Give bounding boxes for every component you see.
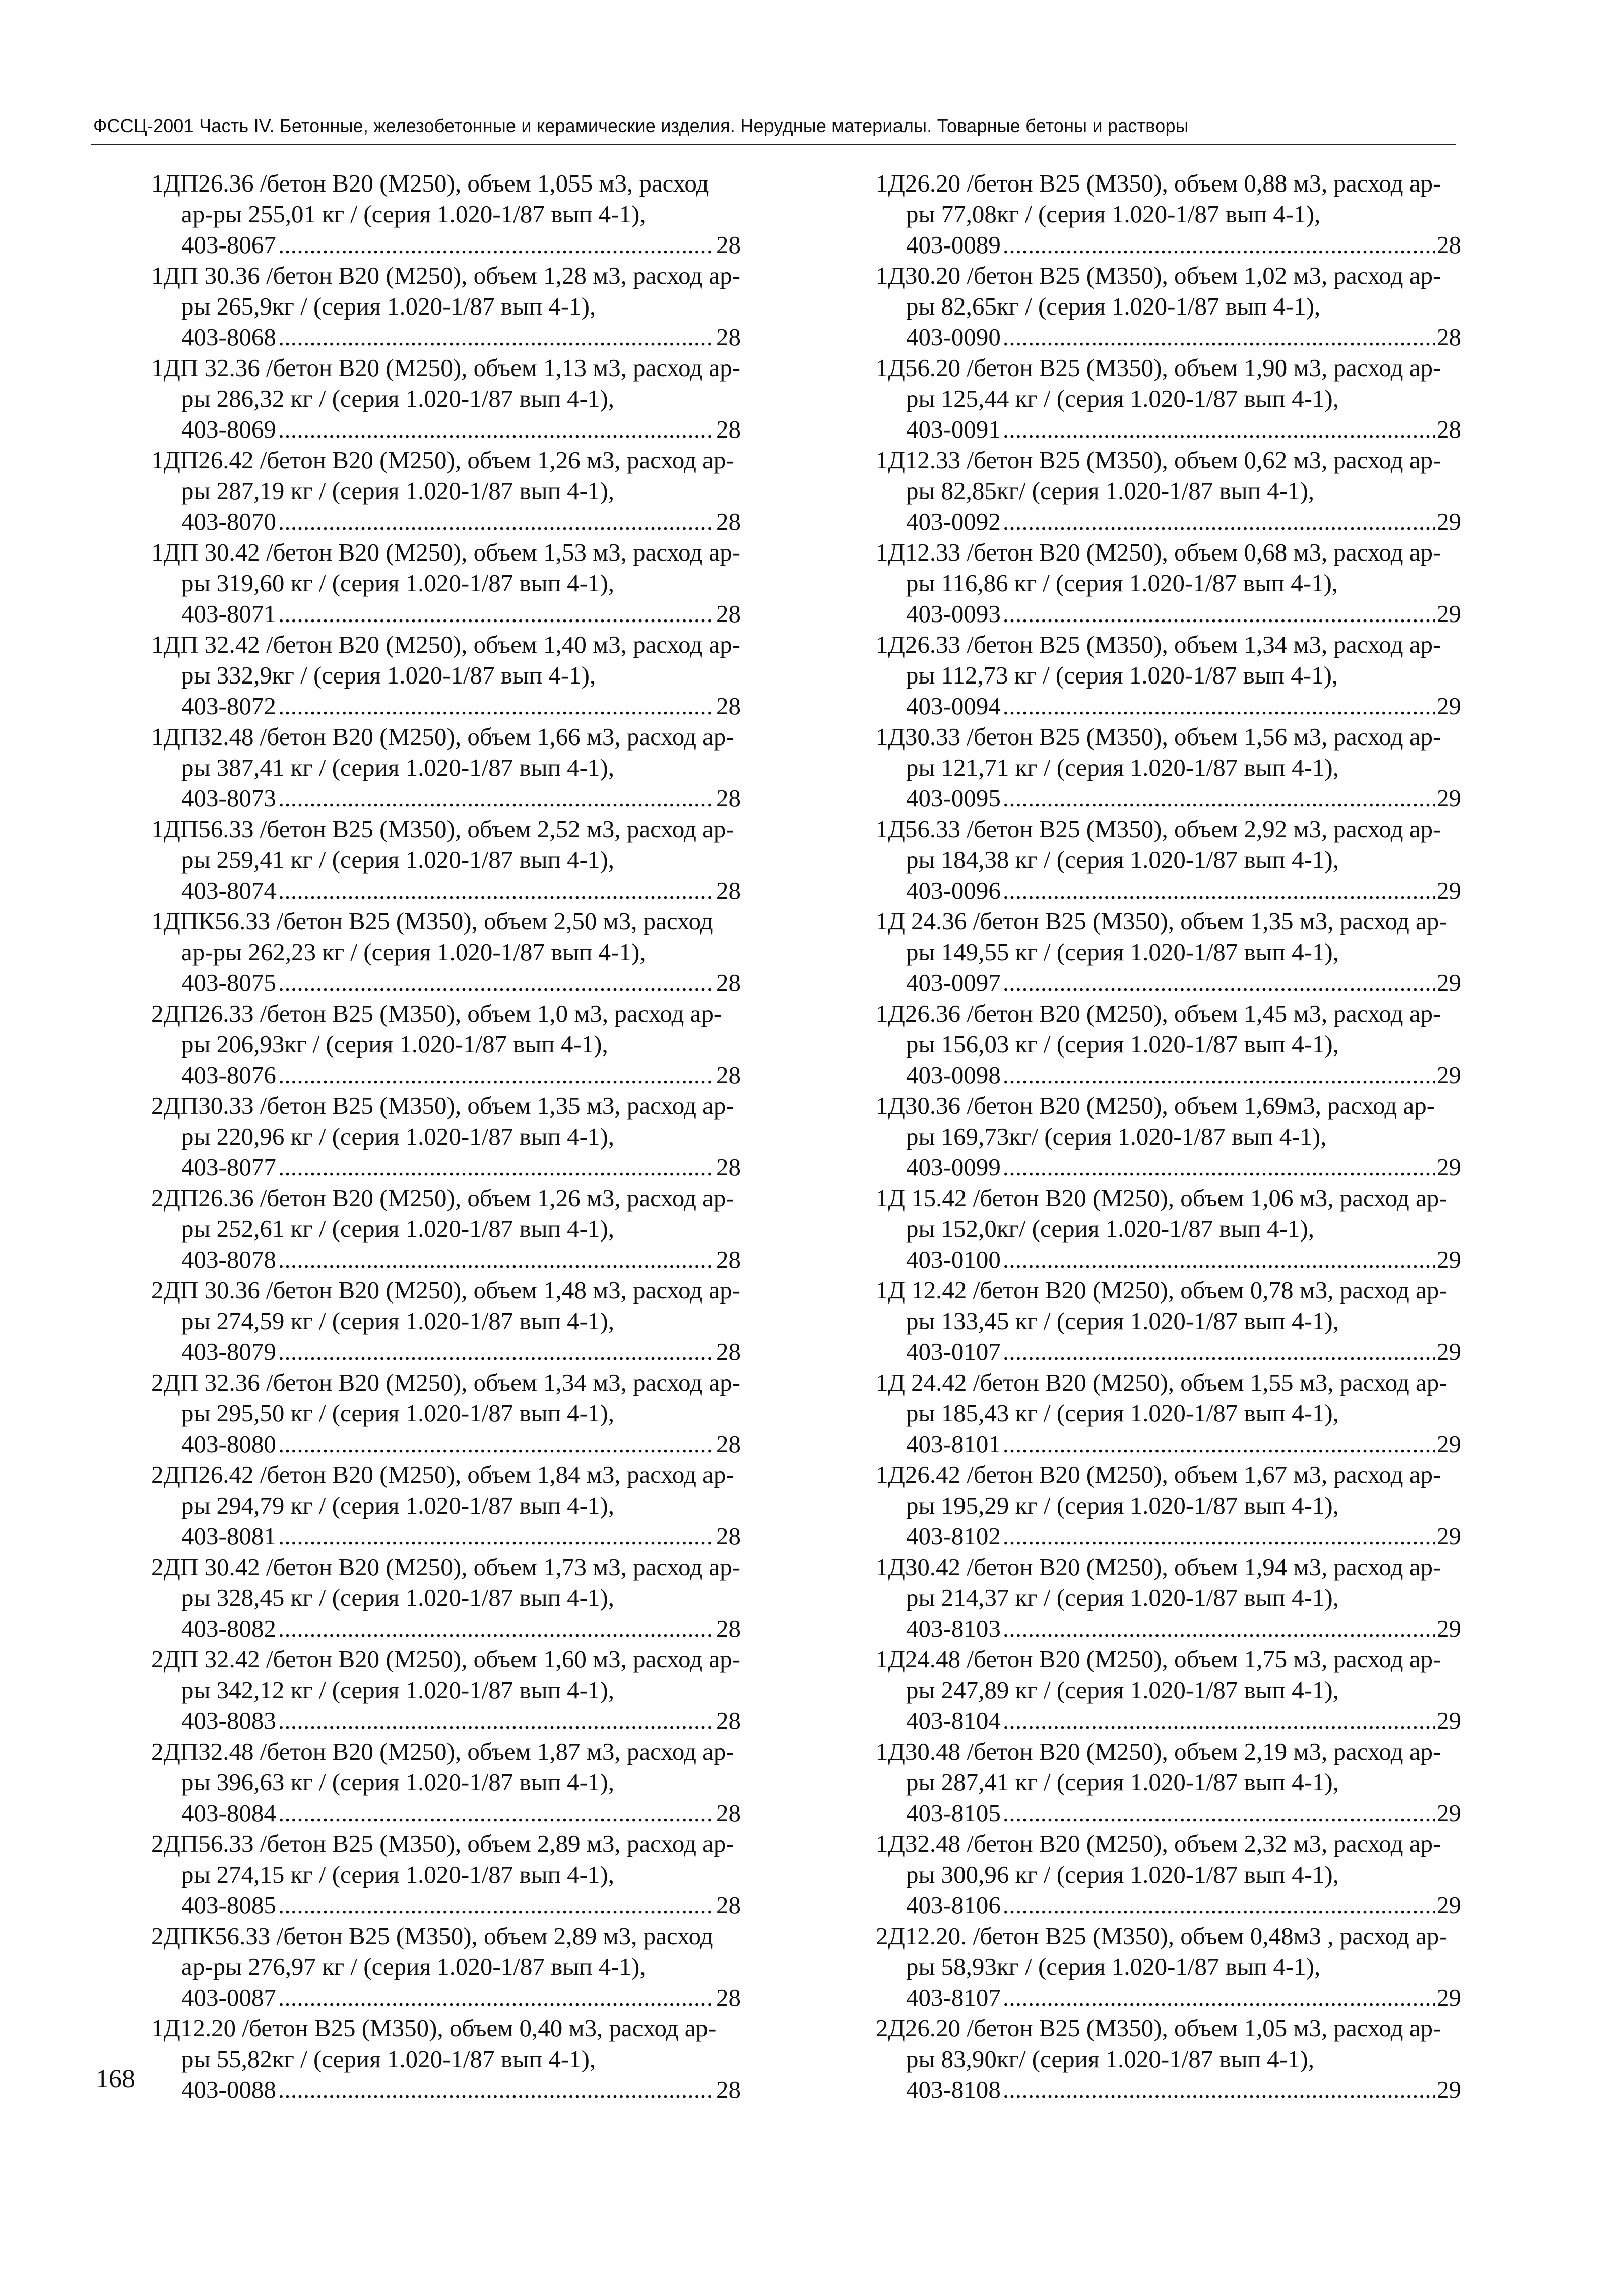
index-entry: 2ДП56.33 /бетон В25 (М350), объем 2,89 м3, расход ар-ры 274,15 кг / (серия 1.020-1/87 вып 4-1), 403-8085 . . . 28	[151, 1828, 741, 1920]
dot-leader	[278, 1890, 714, 1920]
index-entry: 1Д26.20 /бетон В25 (М350), объем 0,88 м3, расход ар-ры 77,08кг / (серия 1.020-1/87 вып 4-1), 403-0089 . . . 28	[876, 168, 1461, 260]
page-number: 168	[96, 2065, 135, 2093]
dot-leader	[1003, 1982, 1435, 2013]
dot-leader	[1003, 2074, 1435, 2105]
dot-leader	[278, 1982, 714, 2013]
dot-leader	[1003, 414, 1435, 445]
index-entry: 2ДП26.36 /бетон В20 (М250), объем 1,26 м3, расход ар-ры 252,61 кг / (серия 1.020-1/87 вып 4-1), 403-8078 . . . 28	[151, 1183, 741, 1275]
index-entry-page: 29	[1437, 692, 1461, 720]
index-entry-page: 29	[1437, 1522, 1461, 1550]
index-entry: 2Д26.20 /бетон В25 (М350), объем 1,05 м3, расход ар-ры 83,90кг/ (серия 1.020-1/87 вып 4-1), 403-8108 . . . 29	[876, 2013, 1461, 2105]
index-entry-page: 28	[716, 1891, 741, 1919]
index-entry: 2ДП 30.42 /бетон В20 (М250), объем 1,73 м3, расход ар-ры 328,45 кг / (серия 1.020-1/87 вып 4-1), 403-8082 . . . 28	[151, 1552, 741, 1644]
index-entry-page: 28	[716, 415, 741, 443]
index-entry: 1Д56.33 /бетон В25 (М350), объем 2,92 м3, расход ар-ры 184,38 кг / (серия 1.020-1/87 вып 4-1), 403-0096 . . . 29	[876, 814, 1461, 906]
index-entry: 1Д 12.42 /бетон В20 (М250), объем 0,78 м3, расход ар-ры 133,45 кг / (серия 1.020-1/87 вып 4-1), 403-0107 . . . 29	[876, 1275, 1461, 1367]
dot-leader	[278, 783, 714, 814]
index-entry-page: 29	[1437, 1891, 1461, 1919]
index-entry: 2ДП 32.36 /бетон В20 (М250), объем 1,34 м3, расход ар-ры 295,50 кг / (серия 1.020-1/87 вып 4-1), 403-8080 . . . 28	[151, 1367, 741, 1459]
index-entry: 1ДП26.36 /бетон В20 (М250), объем 1,055 м3, расход ар-ры 255,01 кг / (серия 1.020-1/87 вып 4-1), 403-8067 . . . 28	[151, 168, 741, 260]
index-entry-page: 28	[716, 2076, 741, 2103]
index-entry: 1Д12.33 /бетон В20 (М250), объем 0,68 м3, расход ар-ры 116,86 кг / (серия 1.020-1/87 вып 4-1), 403-0093 . . . 29	[876, 537, 1461, 629]
dot-leader	[278, 1613, 714, 1644]
index-entry-page: 28	[716, 784, 741, 812]
index-entry: 1ДПК56.33 /бетон В25 (М350), объем 2,50 м3, расход ар-ры 262,23 кг / (серия 1.020-1/87 вып 4-1), 403-8075 . . . 28	[151, 906, 741, 998]
index-entry-page: 28	[1437, 323, 1461, 351]
index-entry: 1Д56.20 /бетон В25 (М350), объем 1,90 м3, расход ар-ры 125,44 кг / (серия 1.020-1/87 вып 4-1), 403-0091 . . . 28	[876, 352, 1461, 445]
dot-leader	[278, 1429, 714, 1459]
index-entry: 1ДП 30.36 /бетон В20 (М250), объем 1,28 м3, расход ар-ры 265,9кг / (серия 1.020-1/87 вып 4-1), 403-8068 . . . 28	[151, 260, 741, 352]
index-entry-page: 29	[1437, 508, 1461, 535]
dot-leader	[278, 598, 714, 629]
index-entry-page: 29	[1437, 600, 1461, 628]
dot-leader	[1003, 1244, 1435, 1275]
dot-leader	[1003, 506, 1435, 537]
index-entry: 2ДП26.33 /бетон В25 (М350), объем 1,0 м3, расход ар-ры 206,93кг / (серия 1.020-1/87 вып 4-1), 403-8076 . . . 28	[151, 998, 741, 1090]
index-entry-page: 28	[1437, 415, 1461, 443]
index-entry: 1Д26.42 /бетон В20 (М250), объем 1,67 м3, расход ар-ры 195,29 кг / (серия 1.020-1/87 вып 4-1), 403-8102 . . . 29	[876, 1459, 1461, 1552]
index-entry: 2Д12.20. /бетон В25 (М350), объем 0,48м3 , расход ар-ры 58,93кг / (серия 1.020-1/87 вып 4-1), 403-8107 . . . 29	[876, 1920, 1461, 2013]
index-entry-page: 29	[1437, 2076, 1461, 2103]
dot-leader	[278, 1152, 714, 1183]
index-entry: 1Д 24.36 /бетон В25 (М350), объем 1,35 м3, расход ар-ры 149,55 кг / (серия 1.020-1/87 вып 4-1), 403-0097 . . . 29	[876, 906, 1461, 998]
dot-leader	[1003, 1429, 1435, 1459]
dot-leader	[278, 322, 714, 352]
index-entry: 1Д 15.42 /бетон В20 (М250), объем 1,06 м3, расход ар-ры 152,0кг/ (серия 1.020-1/87 вып 4-1), 403-0100 . . . 29	[876, 1183, 1461, 1275]
index-entry: 2ДП 32.42 /бетон В20 (М250), объем 1,60 м3, расход ар-ры 342,12 кг / (серия 1.020-1/87 вып 4-1), 403-8083 . . . 28	[151, 1644, 741, 1736]
dot-leader	[278, 1797, 714, 1828]
dot-leader	[1003, 1705, 1435, 1736]
dot-leader	[1003, 1613, 1435, 1644]
index-entry: 1Д30.48 /бетон В20 (М250), объем 2,19 м3, расход ар-ры 287,41 кг / (серия 1.020-1/87 вып 4-1), 403-8105 . . . 29	[876, 1736, 1461, 1828]
dot-leader	[278, 967, 714, 998]
dot-leader	[1003, 1797, 1435, 1828]
index-entry: 1Д12.33 /бетон В25 (М350), объем 0,62 м3, расход ар-ры 82,85кг/ (серия 1.020-1/87 вып 4-1), 403-0092 . . . 29	[876, 445, 1461, 537]
index-entry-page: 29	[1437, 969, 1461, 997]
index-entry-page: 29	[1437, 1430, 1461, 1458]
index-entry-page: 28	[716, 1338, 741, 1366]
index-entry-page: 28	[716, 1983, 741, 2011]
index-entry-page: 29	[1437, 784, 1461, 812]
index-entry: 1ДП26.42 /бетон В20 (М250), объем 1,26 м3, расход ар-ры 287,19 кг / (серия 1.020-1/87 вып 4-1), 403-8070 . . . 28	[151, 445, 741, 537]
dot-leader	[278, 229, 714, 260]
index-entry: 1Д30.20 /бетон В25 (М350), объем 1,02 м3, расход ар-ры 82,65кг / (серия 1.020-1/87 вып 4-1), 403-0090 . . . 28	[876, 260, 1461, 352]
dot-leader	[278, 1705, 714, 1736]
index-entry-page: 28	[716, 1153, 741, 1181]
index-entry-page: 28	[716, 508, 741, 535]
index-entry: 1Д30.33 /бетон В25 (М350), объем 1,56 м3, расход ар-ры 121,71 кг / (серия 1.020-1/87 вып 4-1), 403-0095 . . . 29	[876, 721, 1461, 814]
index-entry-page: 28	[716, 1061, 741, 1089]
dot-leader	[1003, 967, 1435, 998]
dot-leader	[1003, 875, 1435, 906]
index-column-left	[151, 168, 741, 2105]
dot-leader	[1003, 1336, 1435, 1367]
index-entry: 1ДП 30.42 /бетон В20 (М250), объем 1,53 м3, расход ар-ры 319,60 кг / (серия 1.020-1/87 вып 4-1), 403-8071 . . . 28	[151, 537, 741, 629]
index-entry-page: 28	[716, 231, 741, 259]
index-entry-page: 28	[716, 323, 741, 351]
index-entry: 1Д26.36 /бетон В20 (М250), объем 1,45 м3, расход ар-ры 156,03 кг / (серия 1.020-1/87 вып 4-1), 403-0098 . . . 29	[876, 998, 1461, 1090]
index-entry: 2ДП30.33 /бетон В25 (М350), объем 1,35 м3, расход ар-ры 220,96 кг / (серия 1.020-1/87 вып 4-1), 403-8077 . . . 28	[151, 1090, 741, 1183]
index-entry: 2ДПК56.33 /бетон В25 (М350), объем 2,89 м3, расход ар-ры 276,97 кг / (серия 1.020-1/87 вып 4-1), 403-0087 . . . 28	[151, 1920, 741, 2013]
index-entry: 2ДП26.42 /бетон В20 (М250), объем 1,84 м3, расход ар-ры 294,79 кг / (серия 1.020-1/87 вып 4-1), 403-8081 . . . 28	[151, 1459, 741, 1552]
index-entry: 1Д24.48 /бетон В20 (М250), объем 1,75 м3, расход ар-ры 247,89 кг / (серия 1.020-1/87 вып 4-1), 403-8104 . . . 29	[876, 1644, 1461, 1736]
index-entry-page: 28	[716, 1522, 741, 1550]
index-entry-page: 28	[716, 1246, 741, 1273]
index-entry: 1Д 24.42 /бетон В20 (М250), объем 1,55 м3, расход ар-ры 185,43 кг / (серия 1.020-1/87 вып 4-1), 403-8101 . . . 29	[876, 1367, 1461, 1459]
dot-leader	[1003, 1521, 1435, 1552]
index-entry: 1ДП56.33 /бетон В25 (М350), объем 2,52 м3, расход ар-ры 259,41 кг / (серия 1.020-1/87 вып 4-1), 403-8074 . . . 28	[151, 814, 741, 906]
index-entry-page: 29	[1437, 1799, 1461, 1827]
index-entry: 1Д32.48 /бетон В20 (М250), объем 2,32 м3, расход ар-ры 300,96 кг / (серия 1.020-1/87 вып 4-1), 403-8106 . . . 29	[876, 1828, 1461, 1920]
dot-leader	[1003, 1152, 1435, 1183]
index-entry-page: 28	[716, 1615, 741, 1642]
dot-leader	[1003, 783, 1435, 814]
index-entry-page: 28	[716, 600, 741, 628]
index-entry-page: 29	[1437, 1707, 1461, 1734]
index-entry-page: 29	[1437, 1983, 1461, 2011]
dot-leader	[278, 414, 714, 445]
dot-leader	[1003, 229, 1435, 260]
index-entry: 1Д26.33 /бетон В25 (М350), объем 1,34 м3, расход ар-ры 112,73 кг / (серия 1.020-1/87 вып 4-1), 403-0094 . . . 29	[876, 629, 1461, 721]
index-entry-page: 28	[716, 692, 741, 720]
dot-leader	[278, 691, 714, 721]
dot-leader	[278, 2074, 714, 2105]
header-rule	[91, 144, 1456, 145]
index-entry: 1ДП 32.36 /бетон В20 (М250), объем 1,13 м3, расход ар-ры 286,32 кг / (серия 1.020-1/87 вып 4-1), 403-8069 . . . 28	[151, 352, 741, 445]
index-entry: 1Д30.36 /бетон В20 (М250), объем 1,69м3, расход ар-ры 169,73кг/ (серия 1.020-1/87 вып 4-1), 403-0099 . . . 29	[876, 1090, 1461, 1183]
dot-leader	[278, 1244, 714, 1275]
dot-leader	[1003, 322, 1435, 352]
index-entry-page: 28	[1437, 231, 1461, 259]
dot-leader	[1003, 1890, 1435, 1920]
index-entry: 1ДП 32.42 /бетон В20 (М250), объем 1,40 м3, расход ар-ры 332,9кг / (серия 1.020-1/87 вып 4-1), 403-8072 . . . 28	[151, 629, 741, 721]
index-entry: 1Д30.42 /бетон В20 (М250), объем 1,94 м3, расход ар-ры 214,37 кг / (серия 1.020-1/87 вып 4-1), 403-8103 . . . 29	[876, 1552, 1461, 1644]
index-entry-page: 28	[716, 877, 741, 904]
index-entry-page: 28	[716, 1430, 741, 1458]
index-entry: 1ДП32.48 /бетон В20 (М250), объем 1,66 м3, расход ар-ры 387,41 кг / (серия 1.020-1/87 вып 4-1), 403-8073 . . . 28	[151, 721, 741, 814]
dot-leader	[278, 506, 714, 537]
index-entry: 1Д12.20 /бетон В25 (М350), объем 0,40 м3, расход ар-ры 55,82кг / (серия 1.020-1/87 вып 4-1), 403-0088 . . . 28	[151, 2013, 741, 2105]
index-entry-page: 29	[1437, 1246, 1461, 1273]
index-entry-page: 29	[1437, 877, 1461, 904]
dot-leader	[278, 1336, 714, 1367]
running-header: ФССЦ-2001 Часть IV. Бетонные, железобетонные и керамические изделия. Нерудные материалы. Товарные бетоны и растворы	[93, 115, 1189, 136]
dot-leader	[1003, 1060, 1435, 1090]
dot-leader	[1003, 598, 1435, 629]
index-entry: 2ДП32.48 /бетон В20 (М250), объем 1,87 м3, расход ар-ры 396,63 кг / (серия 1.020-1/87 вып 4-1), 403-8084 . . . 28	[151, 1736, 741, 1828]
dot-leader	[278, 1060, 714, 1090]
index-entry-page: 29	[1437, 1338, 1461, 1366]
index-column-right	[876, 168, 1461, 2105]
index-entry: 2ДП 30.36 /бетон В20 (М250), объем 1,48 м3, расход ар-ры 274,59 кг / (серия 1.020-1/87 вып 4-1), 403-8079 . . . 28	[151, 1275, 741, 1367]
index-entry-page: 28	[716, 1707, 741, 1734]
index-entry-page: 28	[716, 969, 741, 997]
dot-leader	[278, 1521, 714, 1552]
dot-leader	[1003, 691, 1435, 721]
index-entry-page: 29	[1437, 1153, 1461, 1181]
dot-leader	[278, 875, 714, 906]
index-entry-page: 29	[1437, 1061, 1461, 1089]
index-entry-page: 29	[1437, 1615, 1461, 1642]
index-entry-page: 28	[716, 1799, 741, 1827]
